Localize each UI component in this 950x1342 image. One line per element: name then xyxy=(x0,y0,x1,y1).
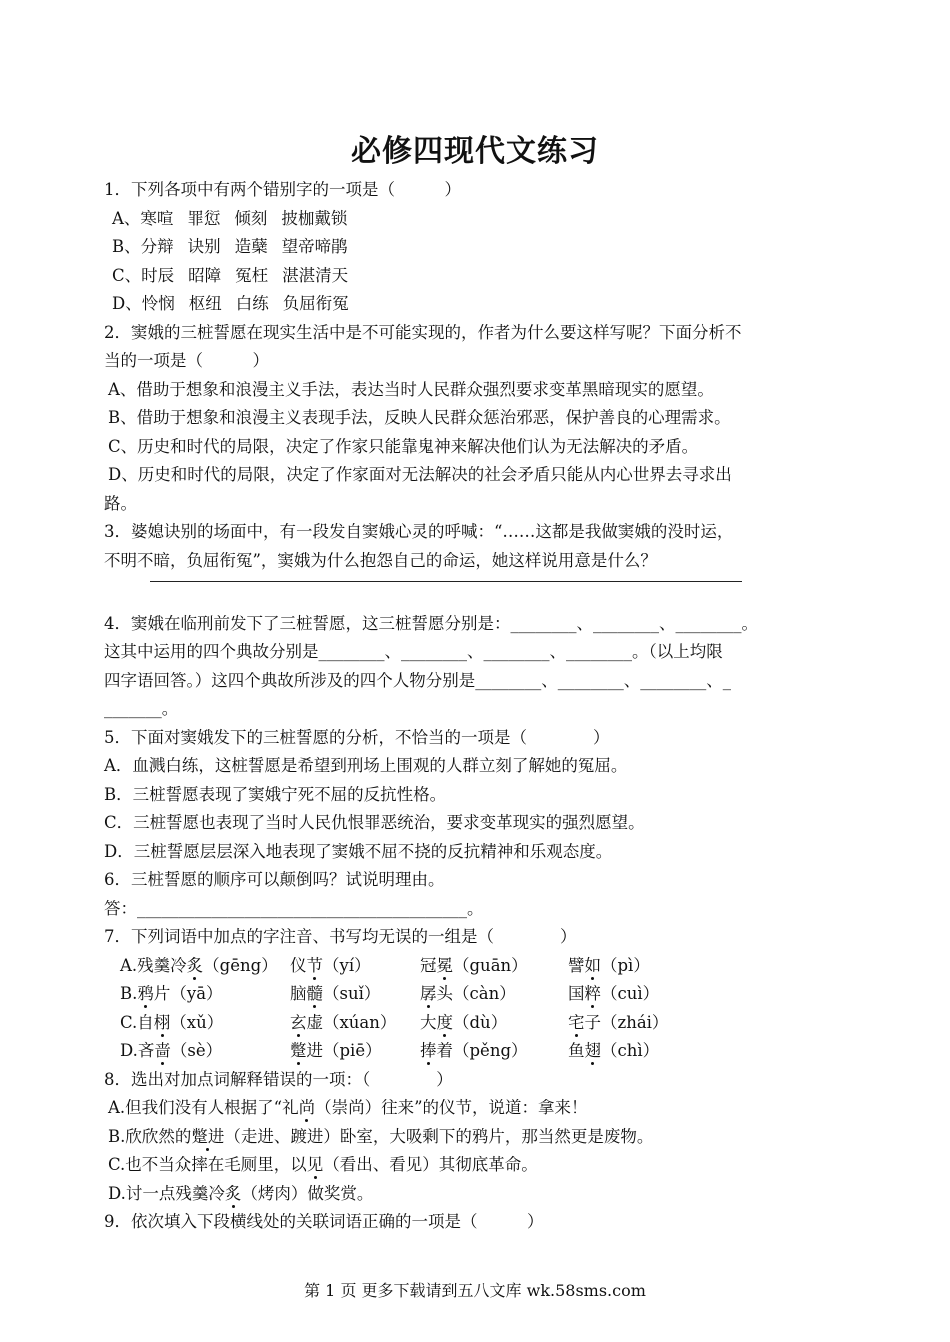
question-7-option-c xyxy=(104,1009,864,1038)
exercise-body xyxy=(104,176,864,1237)
option-term xyxy=(120,1009,290,1038)
term-text: D.吝 xyxy=(120,1041,155,1060)
option-term xyxy=(120,1037,290,1066)
option-word: 罪愆 xyxy=(187,208,221,228)
option-text: A.但我们没有人根据了“礼 xyxy=(108,1098,299,1117)
question-8-option-c xyxy=(104,1151,864,1180)
question-6-stem: 6．三桩誓愿的顺序可以颠倒吗？试说明理由。 xyxy=(104,870,445,889)
question-2-stem-line-1: 2．窦娥的三桩誓愿在现实生活中是不可能实现的，作者为什么要这样写呢？下面分析不 xyxy=(104,322,742,342)
option-text: B.欣欣然的 xyxy=(108,1126,192,1146)
dotted-char: 髓 xyxy=(306,984,323,1003)
option-word: 昭障 xyxy=(188,265,222,285)
question-3-answer-blank[interactable] xyxy=(104,581,864,610)
option-term xyxy=(290,1037,420,1066)
dotted-char: 如 xyxy=(584,955,601,975)
term-text: 国 xyxy=(568,984,585,1003)
term-text: C.自 xyxy=(120,1012,154,1032)
dotted-word: 见 xyxy=(306,1155,324,1174)
question-7-option-d xyxy=(104,1037,864,1066)
question-2-option-d-line-1: D、历史和时代的局限，决定了作家面对无法解决的社会矛盾只能从内心世界去寻求出 xyxy=(108,465,732,484)
option-text: （走进、踱进）卧室，大吸剩下的鸦片，那当然更是废物。 xyxy=(224,1126,654,1146)
question-1-option xyxy=(104,205,864,234)
dotted-char: 鸦 xyxy=(137,984,154,1003)
option-term xyxy=(420,1037,568,1066)
question-1-option xyxy=(104,233,864,262)
term-text: 仪 xyxy=(290,955,307,975)
answer-underline xyxy=(150,581,742,582)
option-text: C.也不当众摔在毛厕里，以 xyxy=(108,1155,307,1174)
dotted-word: 炙 xyxy=(224,1183,242,1203)
option-term xyxy=(290,952,420,981)
dotted-char: 栩 xyxy=(153,1012,171,1032)
dotted-word: 蹩进 xyxy=(191,1126,225,1146)
term-text: A.残羹冷 xyxy=(120,955,187,975)
option-term xyxy=(120,952,290,981)
option-word: 披枷戴锁 xyxy=(281,208,348,228)
option-word: 望帝啼鹃 xyxy=(281,237,348,256)
question-2-option-c: C、历史和时代的局限，决定了作家只能靠鬼神来解决他们认为无法解决的矛盾。 xyxy=(108,436,699,456)
question-5-option-c: C．三桩誓愿也表现了当时人民仇恨罪恶统治，要求变革现实的强烈愿望。 xyxy=(104,813,645,832)
question-4-line-4: _______。 xyxy=(104,699,179,718)
term-text: 头（càn） xyxy=(436,984,516,1003)
dotted-char: 蹩 xyxy=(290,1041,307,1060)
option-text: （看出、看见）其彻底革命。 xyxy=(323,1155,538,1174)
term-text: （guān） xyxy=(453,955,528,975)
option-word: 白练 xyxy=(235,294,269,313)
question-4-line-2: 这其中运用的四个典故分别是________、________、________、________。（以上均限 xyxy=(104,642,723,661)
dotted-char: 翅 xyxy=(584,1041,601,1060)
dotted-char: 孱 xyxy=(420,984,437,1003)
page-footer: 第 1 页 更多下载请到五八文库 wk.58sms.com xyxy=(304,1281,646,1300)
option-term xyxy=(290,980,420,1009)
question-2-option-a: A、借助于想象和浪漫主义手法，表达当时人民群众强烈要求变革黑暗现实的愿望。 xyxy=(108,379,714,399)
question-2-option-d-line-2: 路。 xyxy=(104,493,137,513)
question-8-option-d xyxy=(104,1180,864,1209)
option-word: 冤枉 xyxy=(235,265,269,285)
term-text: （cuì） xyxy=(601,984,660,1003)
question-8-option-a xyxy=(104,1094,864,1123)
question-8-stem: 8．选出对加点词解释错误的一项：（ ） xyxy=(104,1069,453,1089)
term-text: （gēng） xyxy=(203,955,278,975)
question-4-line-1: 4．窦娥在临刑前发下了三桩誓愿，这三桩誓愿分别是：________、________、________。 xyxy=(104,613,758,633)
dotted-char: 捧 xyxy=(420,1041,437,1060)
option-word: 负屈衔冤 xyxy=(282,294,349,313)
term-text: 着（pěng） xyxy=(436,1041,528,1060)
option-word: D、怜悯 xyxy=(112,294,175,313)
question-5-stem: 5．下面对窦娥发下的三桩誓愿的分析，不恰当的一项是（ ） xyxy=(104,727,610,747)
term-text: 冠 xyxy=(420,955,437,975)
question-6-answer[interactable]: 答：________________________________________。 xyxy=(104,898,484,918)
question-9-stem: 9．依次填入下段横线处的关联词语正确的一项是（ ） xyxy=(104,1212,544,1231)
question-7-option-b xyxy=(104,980,864,1009)
option-word: 湛湛清天 xyxy=(282,265,349,285)
option-word: 枢纽 xyxy=(188,294,222,313)
dotted-char: 宅 xyxy=(568,1012,585,1032)
question-3-line-1: 3．婆媳诀别的场面中，有一段发自窦娥心灵的呼喊：“……这都是我做窦娥的没时运， xyxy=(104,522,734,541)
option-word: 造蘖 xyxy=(234,237,268,256)
dotted-char: 度 xyxy=(436,1012,453,1032)
option-term xyxy=(420,952,568,981)
option-term xyxy=(420,980,568,1009)
term-text: 鱼 xyxy=(568,1041,585,1060)
question-3-line-2: 不明不暗，负屈衔冤”，窦娥为什么抱怨自己的命运，她这样说用意是什么？ xyxy=(104,550,657,570)
option-word: A、寒喧 xyxy=(112,208,174,228)
question-1-stem: 1．下列各项中有两个错别字的一项是（ ） xyxy=(104,180,461,199)
term-text: 譬 xyxy=(568,955,585,975)
question-5-option-a: A．血溅白练，这桩誓愿是希望到刑场上围观的人群立刻了解她的冤屈。 xyxy=(104,756,628,775)
term-text: 大 xyxy=(420,1012,437,1032)
option-term xyxy=(420,1009,568,1038)
option-word: C、时辰 xyxy=(112,265,175,285)
option-term xyxy=(568,1009,688,1038)
question-8-option-b xyxy=(104,1123,864,1152)
term-text: 脑 xyxy=(290,984,307,1003)
question-5-option-d: D．三桩誓愿层层深入地表现了窦娥不屈不挠的反抗精神和乐观态度。 xyxy=(104,841,613,861)
option-term xyxy=(120,980,290,1009)
question-7-stem: 7．下列词语中加点的字注音、书写均无误的一组是（ ） xyxy=(104,927,577,946)
dotted-char: 玄 xyxy=(290,1012,307,1032)
dotted-char: 冕 xyxy=(436,955,453,975)
dotted-char: 粹 xyxy=(584,984,601,1003)
term-text: 虚（xúan） xyxy=(306,1012,397,1032)
option-word: B、分辩 xyxy=(112,237,174,256)
option-text: D.讨一点残羹冷 xyxy=(108,1183,225,1203)
question-2-stem-line-2: 当的一项是（ ） xyxy=(104,351,269,370)
term-text: （chì） xyxy=(601,1041,660,1060)
dotted-char: 节 xyxy=(306,955,323,975)
option-text: （崇尚）往来”的仪节，说道：拿来！ xyxy=(315,1098,588,1117)
term-text: 片（yā） xyxy=(153,984,223,1003)
question-1-option xyxy=(104,262,864,291)
question-2-option-b: B、借助于想象和浪漫主义表现手法，反映人民群众惩治邪恶，保护善良的心理需求。 xyxy=(108,408,731,427)
term-text: （dù） xyxy=(453,1012,508,1032)
option-word: 诀别 xyxy=(187,237,221,256)
term-text: （pì） xyxy=(601,955,650,975)
option-term xyxy=(568,952,688,981)
dotted-char: 炙 xyxy=(186,955,204,975)
dotted-char: 啬 xyxy=(154,1041,171,1060)
page-title: 必修四现代文练习 xyxy=(351,134,599,169)
term-text: B. xyxy=(120,984,138,1003)
dotted-word: 尚 xyxy=(298,1098,316,1117)
option-text: （烤肉）做奖赏。 xyxy=(241,1183,374,1203)
term-text: 进（piē） xyxy=(306,1041,382,1060)
question-5-option-b: B．三桩誓愿表现了窦娥宁死不屈的反抗性格。 xyxy=(104,784,447,804)
option-term xyxy=(568,980,688,1009)
term-text: （yí） xyxy=(323,955,371,975)
option-term xyxy=(568,1037,688,1066)
question-1-option xyxy=(104,290,864,319)
term-text: （xǔ） xyxy=(170,1012,224,1032)
term-text: （suǐ） xyxy=(323,984,381,1003)
option-term xyxy=(290,1009,420,1038)
term-text: （sè） xyxy=(170,1041,223,1060)
question-4-line-3: 四字语回答。）这四个典故所涉及的四个人物分别是________、________、________、_ xyxy=(104,670,731,690)
question-7-option-a xyxy=(104,952,864,981)
term-text: 子（zhái） xyxy=(584,1012,669,1032)
option-word: 倾刻 xyxy=(234,208,268,228)
